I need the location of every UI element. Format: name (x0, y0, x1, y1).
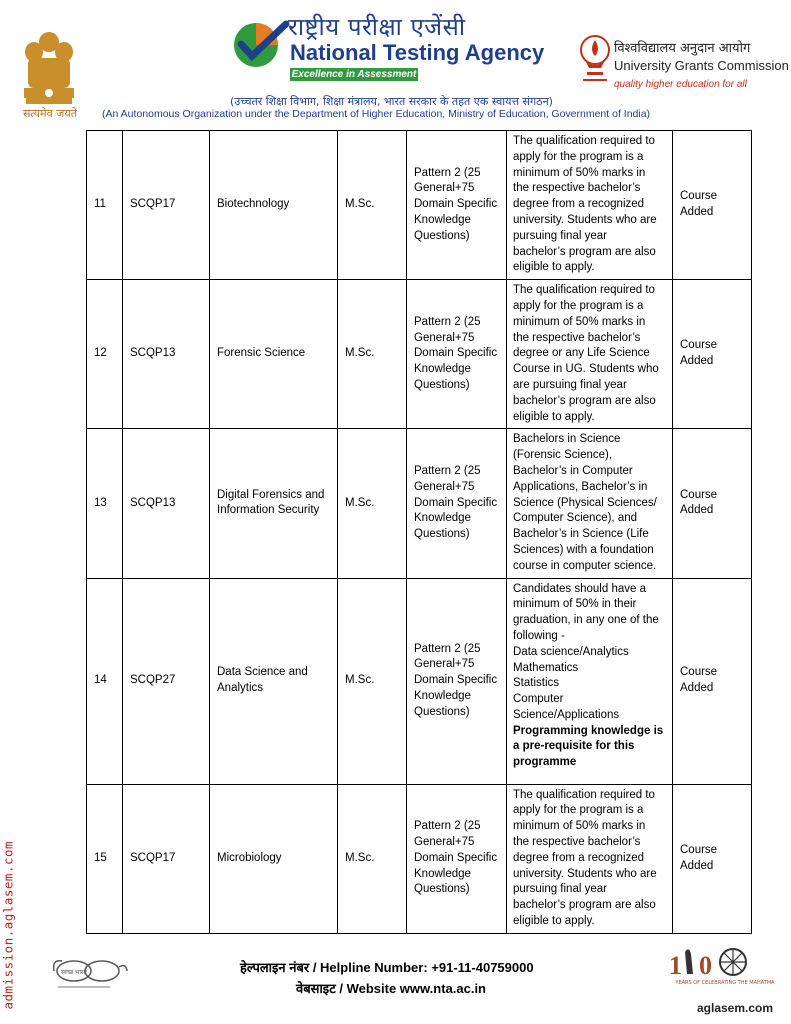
criteria-line: Bachelors in Science (513, 433, 621, 446)
pattern-line: General+75 (414, 658, 475, 671)
course-name-cell: Digital Forensics and Information Security (210, 429, 338, 578)
subject-code-cell: SCQP27 (123, 578, 210, 784)
criteria-line: minimum of 50% marks in (513, 315, 646, 328)
criteria-line: the respective bachelor’s (513, 331, 641, 344)
criteria-line: eligible to apply. (513, 261, 595, 274)
exam-pattern-cell (407, 280, 507, 429)
pattern-line: Pattern 2 (25 (414, 315, 481, 328)
criteria-line: following - (513, 629, 565, 642)
status-line: Course (680, 666, 718, 679)
emblem-motto: सत्यमेव जयते (22, 107, 77, 120)
svg-text:0: 0 (699, 951, 712, 980)
criteria-line: The qualification required to (513, 284, 655, 297)
pattern-line: Knowledge (414, 213, 471, 226)
exam-pattern-cell (407, 784, 507, 933)
exam-pattern-cell (407, 578, 507, 784)
pattern-line: Pattern 2 (25 (414, 820, 481, 833)
status-cell (673, 280, 752, 429)
pattern-line: Domain Specific (414, 347, 498, 360)
criteria-line: Sciences) with a foundation (513, 543, 654, 556)
serial-number-cell: 13 (87, 429, 123, 578)
criteria-line: apply for the program is a (513, 299, 644, 312)
criteria-line: eligible to apply. (513, 410, 595, 423)
pattern-line: Questions) (414, 229, 470, 242)
degree-cell: M.Sc. (338, 578, 407, 784)
criteria-line: the respective bachelor’s (513, 182, 641, 195)
subject-code-cell: SCQP13 (123, 429, 210, 578)
criteria-line: Course in UG. Students who (513, 363, 659, 376)
courses-table-body (87, 131, 752, 934)
table-row (87, 784, 752, 933)
criteria-line: Computer Science), and (513, 512, 638, 525)
eligibility-criteria-cell (507, 578, 673, 784)
criteria-line: minimum of 50% in their (513, 598, 637, 611)
degree-cell: M.Sc. (338, 429, 407, 578)
pattern-line: General+75 (414, 480, 475, 493)
swachh-bharat-glasses-icon (50, 957, 128, 991)
exam-pattern-cell (407, 429, 507, 578)
criteria-line: pursuing final year (513, 229, 607, 242)
pattern-line: Pattern 2 (25 (414, 166, 481, 179)
criteria-line: The qualification required to (513, 788, 655, 801)
criteria-line: degree from a recognized (513, 851, 645, 864)
criteria-line: bachelor’s program are also (513, 899, 656, 912)
criteria-line: Applications, Bachelor’s in (513, 480, 648, 493)
website-link[interactable]: वेबसाइट / Website www.nta.ac.in (296, 981, 486, 996)
status-line: Added (680, 859, 714, 872)
criteria-line: minimum of 50% marks in (513, 166, 646, 179)
pattern-line: General+75 (414, 835, 475, 848)
nta-hindi-name: राष्ट्रीय परीक्षा एजेंसी (288, 13, 466, 41)
degree-cell: M.Sc. (338, 280, 407, 429)
criteria-line: the respective bachelor’s (513, 835, 641, 848)
course-name-cell: Biotechnology (210, 131, 338, 280)
pattern-line: Domain Specific (414, 198, 498, 211)
eligibility-criteria-cell (507, 280, 673, 429)
serial-number-cell: 12 (87, 280, 123, 429)
gandhi-150-logo-icon (665, 944, 775, 1002)
table-row (87, 429, 752, 578)
status-line: Course (680, 488, 718, 501)
eligibility-criteria-cell (507, 429, 673, 578)
status-line: Course (680, 339, 718, 352)
serial-number-cell: 11 (87, 131, 123, 280)
serial-number-cell: 15 (87, 784, 123, 933)
pattern-line: Knowledge (414, 689, 471, 702)
serial-number-cell: 14 (87, 578, 123, 784)
status-cell (673, 429, 752, 578)
criteria-line: graduation, in any one of the (513, 614, 659, 627)
status-cell (673, 131, 752, 280)
criteria-line: The qualification required to (513, 135, 655, 147)
criteria-line: apply for the program is a (513, 804, 644, 817)
status-line: Added (680, 206, 714, 219)
criteria-line: (Forensic Science), (513, 449, 613, 462)
criteria-line: Science/Applications (513, 708, 620, 721)
table-row (87, 280, 752, 429)
ugc-hindi-name: विश्वविद्यालय अनुदान आयोग (614, 41, 751, 56)
helpline-number: हेल्पलाइन नंबर / Helpline Number: +91-11-40759000 (240, 960, 534, 975)
gandhi-label: YEARS OF CELEBRATING THE MAHATMA (675, 980, 775, 986)
table-row (87, 578, 752, 784)
status-line: Added (680, 504, 714, 517)
criteria-line: Bachelor’s in Science (Life (513, 528, 649, 541)
criteria-line: eligible to apply. (513, 914, 595, 927)
subject-code-cell: SCQP13 (123, 280, 210, 429)
exam-pattern-cell (407, 131, 507, 280)
criteria-line: are pursuing final year (513, 378, 627, 391)
criteria-line: degree from a recognized (513, 198, 645, 211)
eligibility-criteria-cell (507, 784, 673, 933)
status-cell (673, 578, 752, 784)
eligibility-criteria-cell (507, 131, 673, 280)
pattern-line: Pattern 2 (25 (414, 464, 481, 477)
criteria-line: Computer (513, 693, 564, 706)
criteria-line: university. Students who are (513, 867, 657, 880)
criteria-line: a pre-requisite for this (513, 740, 635, 753)
subtitle-hindi: (उच्चतर शिक्षा विभाग, शिक्षा मंत्रालय, भारत सरकार के तहत एक स्वायत्त संगठन) (230, 95, 553, 108)
course-name-cell: Data Science and Analytics (210, 578, 338, 784)
nta-check-logo-icon (230, 18, 290, 70)
criteria-line: apply for the program is a (513, 150, 644, 163)
side-watermark: admission.aglasem.com (0, 840, 16, 1010)
criteria-line: bachelor’s program are also (513, 394, 656, 407)
criteria-line: minimum of 50% marks in (513, 820, 646, 833)
pattern-line: Questions) (414, 705, 470, 718)
nta-tagline: Excellence in Assessment (291, 69, 417, 80)
ugc-tagline: quality higher education for all (614, 79, 747, 90)
ugc-lamp-logo-icon (577, 32, 613, 92)
pattern-line: General+75 (414, 331, 475, 344)
criteria-line: Programming knowledge is (513, 724, 664, 737)
degree-cell: M.Sc. (338, 131, 407, 280)
subject-code-cell: SCQP17 (123, 784, 210, 933)
pattern-line: Domain Specific (414, 851, 498, 864)
course-name-cell: Forensic Science (210, 280, 338, 429)
aglasem-site-mark[interactable]: aglasem.com (697, 1001, 774, 1015)
criteria-line: Bachelor’s in Computer (513, 464, 633, 477)
ugc-english-name: University Grants Commission (614, 58, 789, 73)
status-line: Added (680, 355, 714, 368)
criteria-line: pursuing final year (513, 883, 607, 896)
pattern-line: Questions) (414, 528, 470, 541)
status-line: Added (680, 682, 714, 695)
criteria-line: Statistics (513, 677, 560, 690)
swachh-label: स्वच्छ भारत (61, 969, 87, 976)
pattern-line: General+75 (414, 182, 475, 195)
criteria-line: bachelor’s program are also (513, 245, 656, 258)
status-line: Course (680, 843, 718, 856)
criteria-line: Candidates should have a (513, 582, 646, 595)
pattern-line: Pattern 2 (25 (414, 642, 481, 655)
pattern-line: Knowledge (414, 867, 471, 880)
criteria-line: Data science/Analytics (513, 645, 629, 658)
pattern-line: Questions) (414, 378, 470, 391)
criteria-line: university. Students who are (513, 213, 657, 226)
pattern-line: Knowledge (414, 512, 471, 525)
pattern-line: Questions) (414, 883, 470, 896)
status-cell (673, 784, 752, 933)
table-row (87, 131, 752, 280)
criteria-line: Science (Physical Sciences/ (513, 496, 657, 509)
subject-code-cell: SCQP17 (123, 131, 210, 280)
subtitle-english: (An Autonomous Organization under the Department of Higher Education, Ministry of Education, Government of India) (102, 108, 651, 120)
courses-table (86, 130, 752, 934)
criteria-line: Mathematics (513, 661, 579, 674)
svg-text:1: 1 (669, 951, 682, 980)
degree-cell: M.Sc. (338, 784, 407, 933)
status-line: Course (680, 190, 718, 203)
criteria-line: programme (513, 756, 577, 769)
pattern-line: Domain Specific (414, 674, 498, 687)
pattern-line: Domain Specific (414, 496, 498, 509)
nta-english-name: National Testing Agency (290, 40, 545, 65)
criteria-line: degree or any Life Science (513, 347, 650, 360)
criteria-line: course in computer science. (513, 559, 657, 572)
course-name-cell: Microbiology (210, 784, 338, 933)
pattern-line: Knowledge (414, 363, 471, 376)
